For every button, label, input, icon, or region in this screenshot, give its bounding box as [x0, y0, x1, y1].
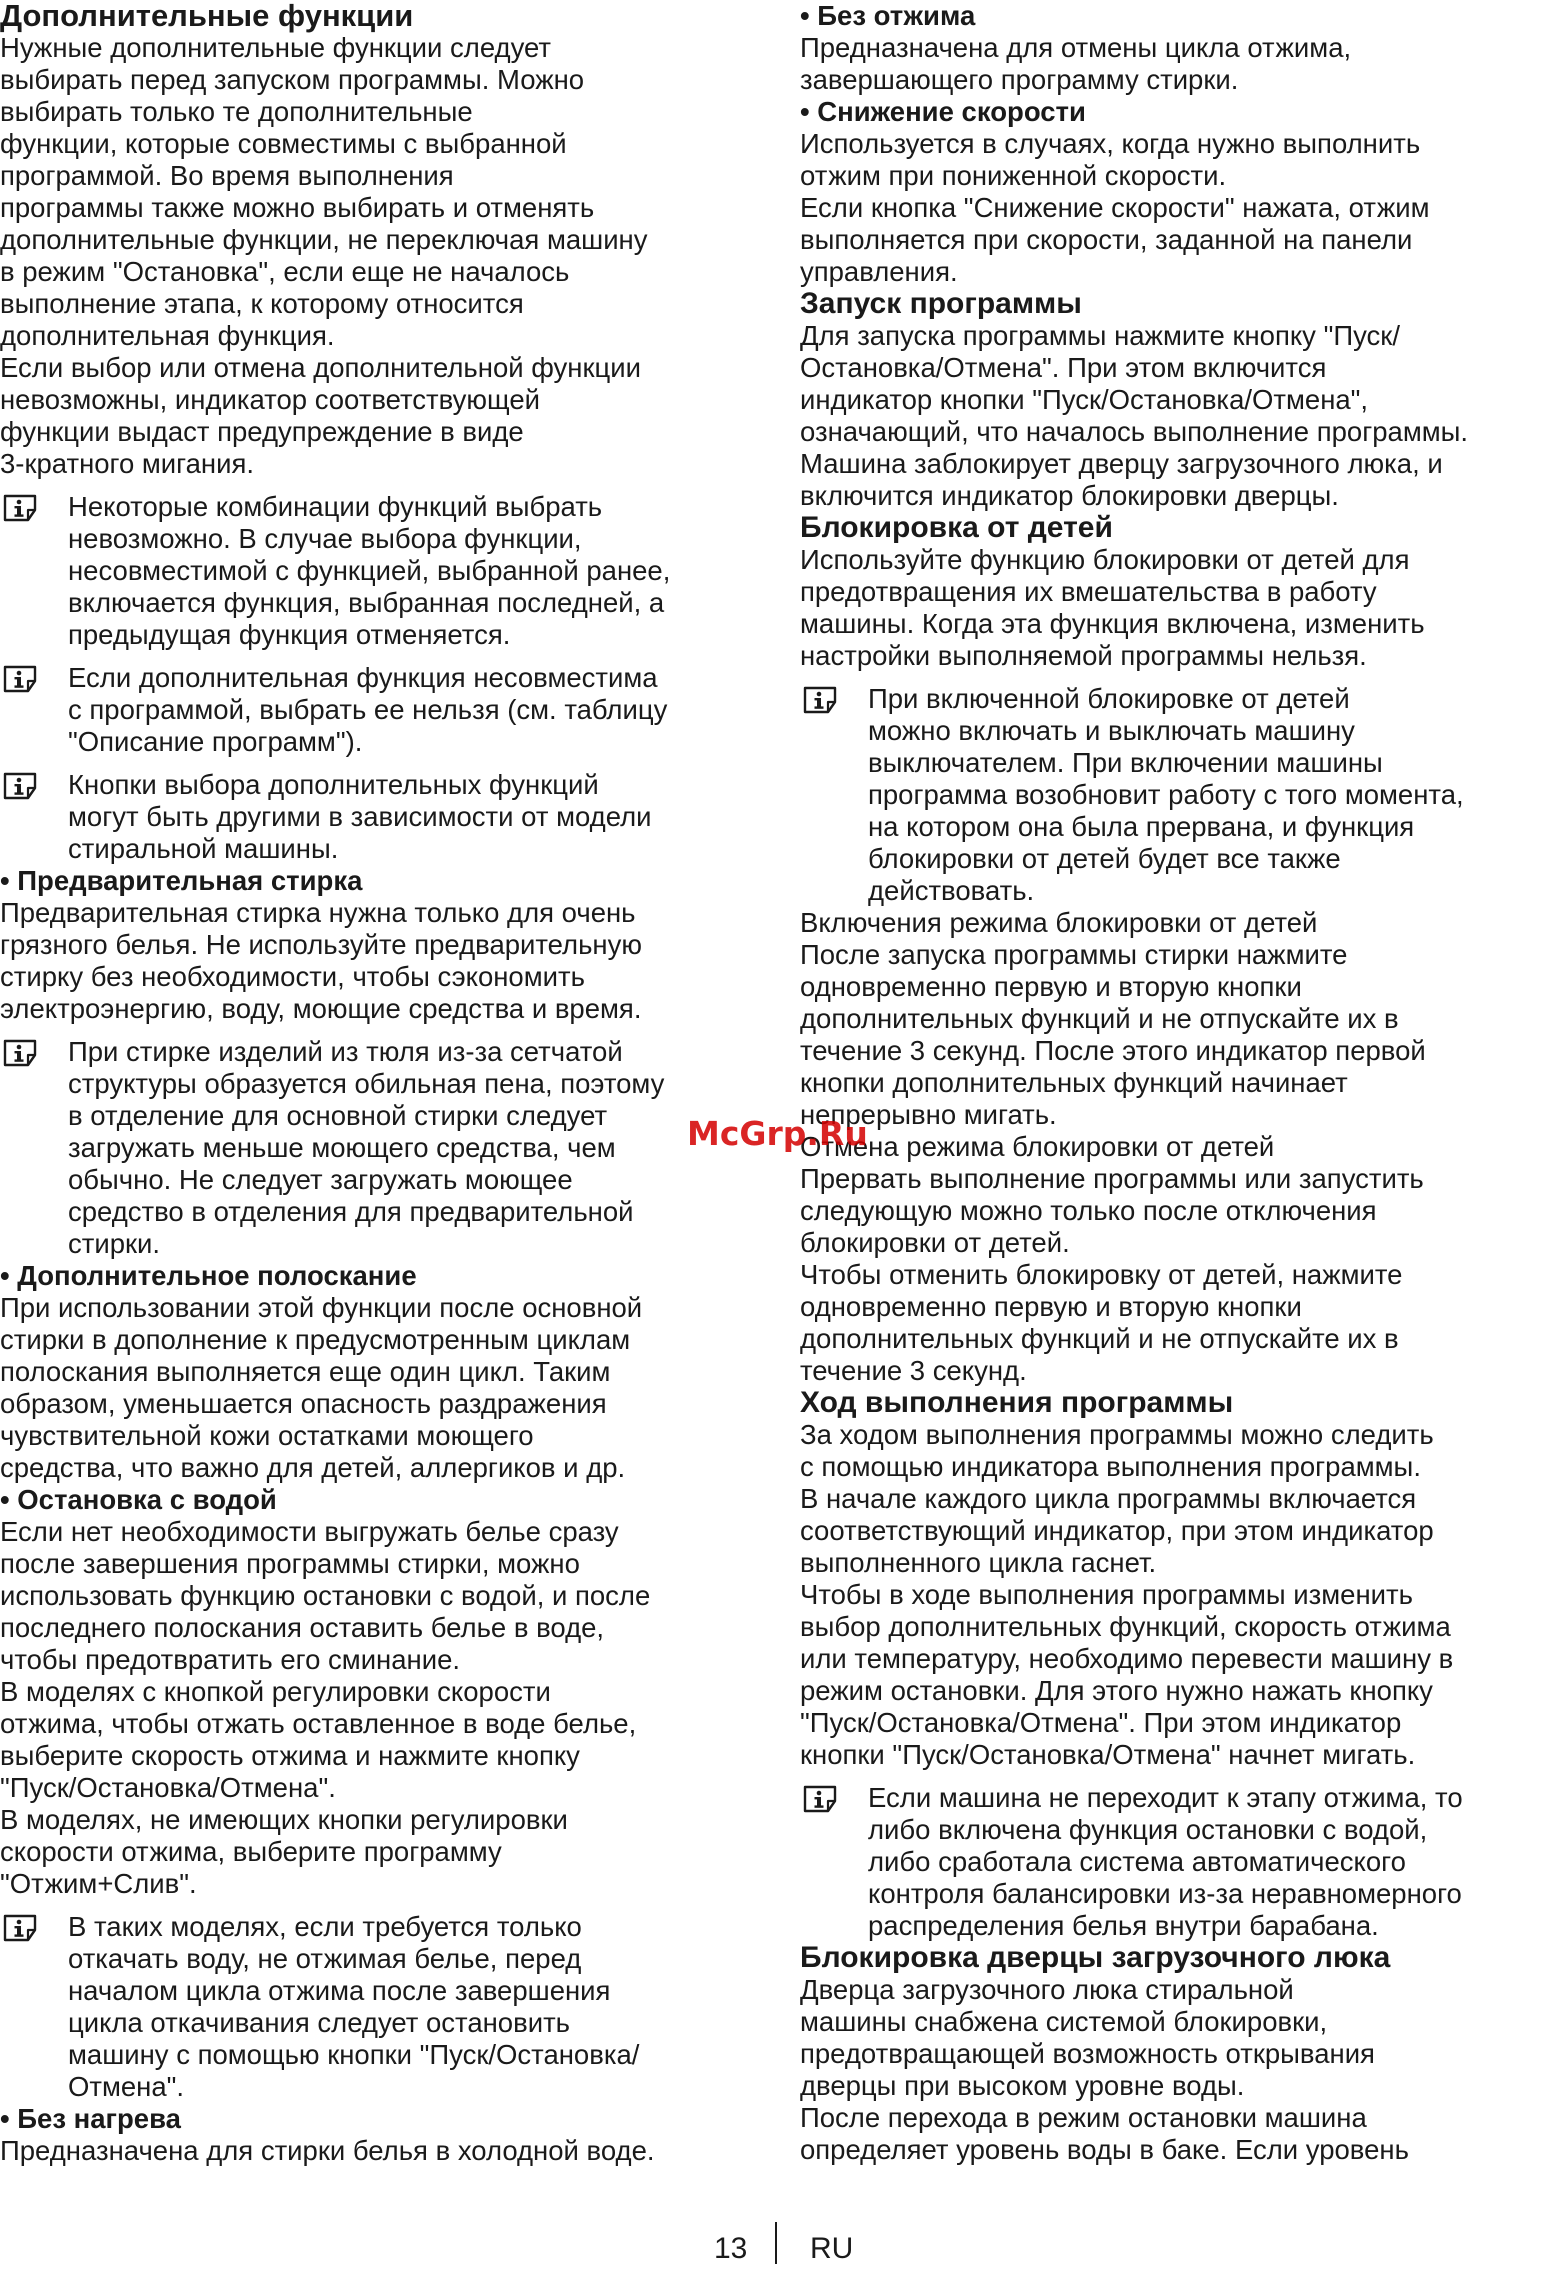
text-line: могут быть другими в зависимости от модели — [68, 801, 652, 832]
text-line: Нужные дополнительные функции следует — [0, 32, 551, 63]
text-line: "Описание программ"). — [68, 726, 363, 757]
text-line: Отмена режима блокировки от детей — [800, 1131, 1275, 1162]
info-icon — [2, 493, 38, 523]
text-line: выберите скорость отжима и нажмите кнопку — [0, 1740, 580, 1771]
text-line: Если машина не переходит к этапу отжима, то — [868, 1782, 1463, 1813]
text-line: При включенной блокировке от детей — [868, 683, 1350, 714]
text-line: началом цикла отжима после завершения — [68, 1975, 611, 2006]
text-line: управления. — [800, 256, 958, 287]
text-line: Если кнопка "Снижение скорости" нажата, отжим — [800, 192, 1430, 223]
text-line: непрерывно мигать. — [800, 1099, 1057, 1130]
text-line: Если выбор или отмена дополнительной функции — [0, 352, 641, 383]
text-line: после завершения программы стирки, можно — [0, 1548, 580, 1579]
subheading-rinse-hold: • Остановка с водой — [0, 1484, 277, 1515]
text-line: предотвращающей возможность открывания — [800, 2038, 1375, 2069]
page-language: RU — [810, 2232, 854, 2265]
info-note — [0, 662, 755, 758]
text-line: Прервать выполнение программы или запустить — [800, 1163, 1424, 1194]
info-icon — [2, 1913, 38, 1943]
text-line: отжим при пониженной скорости. — [800, 160, 1227, 191]
text-line: означающий, что началось выполнение программы. — [800, 416, 1469, 447]
text-line: Дверца загрузочного люка стиральной — [800, 1974, 1294, 2005]
text-line: дополнительные функции, не переключая машину — [0, 224, 648, 255]
text-line: Остановка/Отмена". При этом включится — [800, 352, 1327, 383]
text-line: блокировки от детей будет все также — [868, 843, 1341, 874]
text-line: обычно. Не следует загружать моющее — [68, 1164, 573, 1195]
text-line: машины снабжена системой блокировки, — [800, 2006, 1328, 2037]
text-line: завершающего программу стирки. — [800, 64, 1239, 95]
text-line: дверцы при высоком уровне воды. — [800, 2070, 1245, 2101]
text-line: скорости отжима, выберите программу — [0, 1836, 502, 1867]
note-text — [68, 1911, 755, 2103]
text-line: Для запуска программы нажмите кнопку "Пуск/ — [800, 320, 1400, 351]
text-line: грязного белья. Не используйте предварительную — [0, 929, 642, 960]
text-line: выбор дополнительных функций, скорость отжима — [800, 1611, 1451, 1642]
note-text — [68, 662, 755, 758]
text-line: образом, уменьшается опасность раздражения — [0, 1388, 607, 1419]
note-text — [68, 769, 755, 865]
text-line: либо включена функция остановки с водой, — [868, 1814, 1428, 1845]
text-line: Некоторые комбинации функций выбрать — [68, 491, 603, 522]
text-line: определяет уровень воды в баке. Если уровень — [800, 2134, 1409, 2165]
text-line: машину с помощью кнопки "Пуск/Остановка/ — [68, 2039, 640, 2070]
right-column — [800, 0, 1550, 2166]
subheading-extra-rinse: • Дополнительное полоскание — [0, 1260, 417, 1291]
paragraph — [800, 320, 1550, 512]
page-number: 13 — [714, 2232, 748, 2265]
text-line: Кнопки выбора дополнительных функций — [68, 769, 599, 800]
text-line: распределения белья внутри барабана. — [868, 1910, 1379, 1941]
text-line: выключателем. При включении машины — [868, 747, 1383, 778]
text-line: несовместимой с функцией, выбранной ранее, — [68, 555, 671, 586]
text-line: При стирке изделий из тюля из-за сетчатой — [68, 1036, 623, 1067]
paragraph — [800, 1419, 1550, 1771]
info-icon — [2, 1038, 38, 1068]
text-line: средство в отделения для предварительной — [68, 1196, 634, 1227]
text-line: следующую можно только после отключения — [800, 1195, 1377, 1226]
info-note — [0, 491, 755, 651]
text-line: После запуска программы стирки нажмите — [800, 939, 1348, 970]
text-line: Используйте функцию блокировки от детей для — [800, 544, 1410, 575]
paragraph — [0, 897, 755, 1025]
text-line: контроля балансировки из-за неравномерного — [868, 1878, 1462, 1909]
paragraph — [800, 128, 1550, 288]
text-line: стирки в дополнение к предусмотренным циклам — [0, 1324, 631, 1355]
text-line: откачать воду, не отжимая белье, перед — [68, 1943, 582, 1974]
text-line: Чтобы в ходе выполнения программы изменить — [800, 1579, 1413, 1610]
footer-divider — [775, 2222, 777, 2264]
info-icon — [802, 685, 838, 715]
note-text — [68, 491, 755, 651]
paragraph — [0, 2135, 755, 2167]
text-line: либо сработала система автоматического — [868, 1846, 1406, 1877]
text-line: в режим "Остановка", если еще не началось — [0, 256, 570, 287]
text-line: цикла откачивания следует остановить — [68, 2007, 570, 2038]
text-line: действовать. — [868, 875, 1035, 906]
text-line: В моделях, не имеющих кнопки регулировки — [0, 1804, 568, 1835]
paragraph — [0, 1292, 755, 1484]
text-line: в отделение для основной стирки следует — [68, 1100, 608, 1131]
subheading-speed-reduction: • Снижение скорости — [800, 96, 1086, 127]
text-line: программа возобновит работу с того момента, — [868, 779, 1464, 810]
left-column — [0, 0, 755, 2167]
text-line: Используется в случаях, когда нужно выполнить — [800, 128, 1421, 159]
text-line: стиральной машины. — [68, 833, 339, 864]
text-line: стирку без необходимости, чтобы сэкономить — [0, 961, 585, 992]
text-line: Чтобы отменить блокировку от детей, нажмите — [800, 1259, 1403, 1290]
text-line: загружать меньше моющего средства, чем — [68, 1132, 616, 1163]
text-line: выполненного цикла гаснет. — [800, 1547, 1157, 1578]
text-line: В начале каждого цикла программы включается — [800, 1483, 1417, 1514]
text-line: режим остановки. Для этого нужно нажать кнопку — [800, 1675, 1433, 1706]
text-line: "Пуск/Остановка/Отмена". При этом индикатор — [800, 1707, 1402, 1738]
text-line: дополнительная функция. — [0, 320, 335, 351]
section-heading-child-lock: Блокировка от детей — [800, 511, 1113, 544]
text-line: Если дополнительная функция несовместима — [68, 662, 658, 693]
text-line: выбирать только те дополнительные — [0, 96, 473, 127]
text-line: использовать функцию остановки с водой, и после — [0, 1580, 651, 1611]
paragraph — [0, 32, 755, 480]
paragraph — [0, 1516, 755, 1900]
text-line: Машина заблокирует дверцу загрузочного люка, и — [800, 448, 1443, 479]
text-line: "Пуск/Остановка/Отмена". — [0, 1772, 336, 1803]
paragraph — [800, 544, 1550, 672]
text-line: После перехода в режим остановки машина — [800, 2102, 1367, 2133]
paragraph — [800, 32, 1550, 96]
text-line: одновременно первую и вторую кнопки — [800, 971, 1302, 1002]
text-line: или температуру, необходимо перевести машину в — [800, 1643, 1454, 1674]
text-line: блокировки от детей. — [800, 1227, 1070, 1258]
text-line: предыдущая функция отменяется. — [68, 619, 511, 650]
text-line: Включения режима блокировки от детей — [800, 907, 1318, 938]
text-line: соответствующий индикатор, при этом индикатор — [800, 1515, 1434, 1546]
text-line: функции выдаст предупреждение в виде — [0, 416, 524, 447]
text-line: 3-кратного мигания. — [0, 448, 254, 479]
text-line: одновременно первую и вторую кнопки — [800, 1291, 1302, 1322]
section-heading-program-progress: Ход выполнения программы — [800, 1386, 1234, 1419]
text-line: дополнительных функций и не отпускайте их в — [800, 1323, 1399, 1354]
text-line: В таких моделях, если требуется только — [68, 1911, 582, 1942]
text-line: В моделях с кнопкой регулировки скорости — [0, 1676, 551, 1707]
info-note — [0, 1911, 755, 2103]
info-icon — [2, 664, 38, 694]
text-line: включится индикатор блокировки дверцы. — [800, 480, 1339, 511]
text-line: чувствительной кожи остатками моющего — [0, 1420, 534, 1451]
text-line: с помощью индикатора выполнения программы. — [800, 1451, 1421, 1482]
text-line: выбирать перед запуском программы. Можно — [0, 64, 585, 95]
subheading-prewash: • Предварительная стирка — [0, 865, 363, 896]
paragraph — [800, 1974, 1550, 2166]
text-line: чтобы предотвратить его сминание. — [0, 1644, 461, 1675]
text-line: отжима, чтобы отжать оставленное в воде белье, — [0, 1708, 637, 1739]
text-line: средства, что важно для детей, аллергиков и др. — [0, 1452, 626, 1483]
text-line: кнопки дополнительных функций начинает — [800, 1067, 1348, 1098]
text-line: с программой, выбрать ее нельзя (см. таблицу — [68, 694, 668, 725]
text-line: дополнительных функций и не отпускайте их в — [800, 1003, 1399, 1034]
text-line: индикатор кнопки "Пуск/Остановка/Отмена", — [800, 384, 1369, 415]
text-line: включается функция, выбранная последней, а — [68, 587, 665, 618]
paragraph — [800, 907, 1550, 1387]
text-line: выполнение этапа, к которому относится — [0, 288, 524, 319]
text-line: За ходом выполнения программы можно следить — [800, 1419, 1434, 1450]
info-note — [800, 1782, 1550, 1942]
text-line: Предназначена для отмены цикла отжима, — [800, 32, 1352, 63]
section-heading-door-lock: Блокировка дверцы загрузочного люка — [800, 1941, 1391, 1974]
text-line: структуры образуется обильная пена, поэтому — [68, 1068, 665, 1099]
text-line: предотвращения их вмешательства в работу — [800, 576, 1377, 607]
info-note — [0, 769, 755, 865]
text-line: Предназначена для стирки белья в холодной воде. — [0, 2135, 655, 2166]
subheading-no-heat: • Без нагрева — [0, 2103, 181, 2134]
text-line: можно включать и выключать машину — [868, 715, 1355, 746]
info-note — [0, 1036, 755, 1260]
text-line: Предварительная стирка нужна только для очень — [0, 897, 636, 928]
text-line: полоскания выполняется еще один цикл. Таким — [0, 1356, 611, 1387]
info-note — [800, 683, 1550, 907]
text-line: невозможны, индикатор соответствующей — [0, 384, 540, 415]
text-line: настройки выполняемой программы нельзя. — [800, 640, 1367, 671]
text-line: выполняется при скорости, заданной на панели — [800, 224, 1413, 255]
text-line: кнопки "Пуск/Остановка/Отмена" начнет мигать. — [800, 1739, 1416, 1770]
text-line: течение 3 секунд. После этого индикатор первой — [800, 1035, 1426, 1066]
note-text — [868, 683, 1550, 907]
text-line: программой. Во время выполнения — [0, 160, 454, 191]
text-line: машины. Когда эта функция включена, изменить — [800, 608, 1425, 639]
text-line: Если нет необходимости выгружать белье сразу — [0, 1516, 619, 1547]
text-line: электроэнергию, воду, моющие средства и время. — [0, 993, 642, 1024]
text-line: При использовании этой функции после основной — [0, 1292, 643, 1323]
subheading-no-spin: • Без отжима — [800, 0, 976, 31]
section-heading-additional-functions: Дополнительные функции — [0, 0, 414, 33]
text-line: Отмена". — [68, 2071, 185, 2102]
text-line: невозможно. В случае выбора функции, — [68, 523, 582, 554]
info-icon — [2, 771, 38, 801]
text-line: последнего полоскания оставить белье в воде, — [0, 1612, 605, 1643]
note-text — [868, 1782, 1550, 1942]
text-line: программы также можно выбирать и отменять — [0, 192, 595, 223]
note-text — [68, 1036, 755, 1260]
section-heading-program-start: Запуск программы — [800, 287, 1082, 320]
text-line: "Отжим+Слив". — [0, 1868, 197, 1899]
text-line: стирки. — [68, 1228, 161, 1259]
text-line: функции, которые совместимы с выбранной — [0, 128, 567, 159]
text-line: на котором она была прервана, и функция — [868, 811, 1415, 842]
info-icon — [802, 1784, 838, 1814]
watermark: McGrp.Ru — [687, 1114, 868, 1153]
text-line: течение 3 секунд. — [800, 1355, 1027, 1386]
